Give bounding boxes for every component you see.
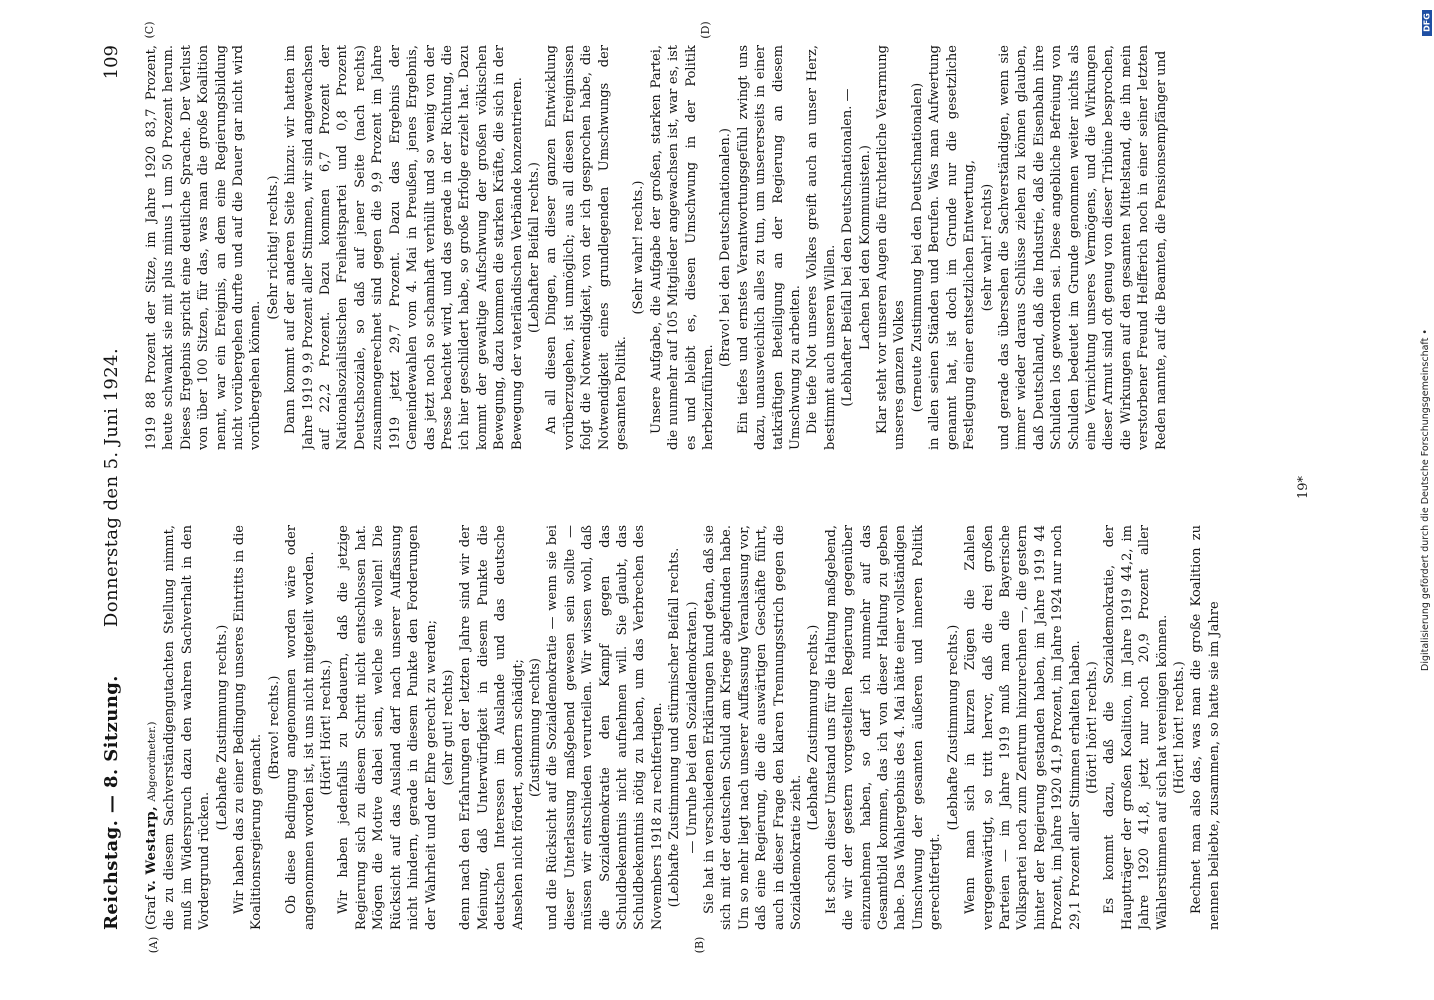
paragraph: An all diesen Dingen, an dieser ganzen Entwicklung vorüberzugehen, ist unmöglich; aus all diesen Ereignissen folgt die Notwendigkeit, von der ich gesprochen habe, die Notwendigkeit eines grundlegenden Umschwungs der gesamten Politik. xyxy=(544,45,629,450)
reaction: (sehr wahr! rechts) xyxy=(979,183,995,312)
reaction: (Hört! Hört! rechts.) xyxy=(319,659,335,796)
reaction: Lachen bei den Kommunisten.) xyxy=(857,145,873,350)
paragraph: Ist schon dieser Umstand uns für die Haltung maßgebend, die wir der gestern vorgestellten Regierung gegenüber einzunehmen haben, so darf ich nunmehr auf das Gesamtbild kommen, das ich von dieser Haltung zu geben habe. Das Wahlergebnis des 4. Mai hätte einer vollständigen Umschwung der gesamten äußeren und inneren Politik gerechtfertigt. xyxy=(823,525,944,930)
paragraph: Dann kommt auf der anderen Seite hinzu: wir hatten im Jahre 1919 9,9 Prozent aller Stimmen, wir sind angewachsen auf 22,2 Prozent. Dazu kommen 6,7 Prozent der Nationalsozialistischen Freiheitspartei und 0,8 Prozent Deutschsoziale, so daß auf jener Seite (nach rechts) zusammengerechnet sind gegen die 9,9 Prozent im Jahre 1919 jetzt 29,7 Prozent. Dazu das Ergebnis der Gemeindewahlen vom 4. Mai in Preußen, jenes Ergebnis, das jetzt noch so schamhaft verhüllt und so wenig von der Presse beachtet wird, und das gerade in der Richtung, die ich hier geschildert habe, so große Erfolge erzielt hat. Dazu kommt der gewaltige Aufschwung der großen völkischen Bewegung, dazu kommen die starken Kräfte, die sich in der Bewegung der vaterländischen Verbände konzentrieren. xyxy=(283,45,525,450)
speaker-prefix: (Graf xyxy=(144,895,159,930)
dfg-logo xyxy=(1422,10,1432,36)
reaction: (Hört! hört! rechts.) xyxy=(1084,661,1100,794)
signature-mark: 19* xyxy=(1296,475,1311,500)
watermark-strip xyxy=(1418,0,1434,1000)
dfg-logo-text: DFG xyxy=(1422,13,1432,32)
speaker-line xyxy=(143,525,161,930)
paragraph: denn nach den Erfahrungen der letzten Jahre sind wir der Meinung, daß Unterwürfigkeit in diesem Punkte die deutschen Interessen im Auslande und das deutsche Ansehen nicht fördert, sondern schädigt; xyxy=(458,525,526,930)
left-column xyxy=(143,525,1293,930)
paragraph: Unsere Aufgabe, die Aufgabe der großen, starken Partei, die nunmehr auf 105 Mitglieder angewachsen ist, war es, ist es und bleibt es, diesen Umschwung in der Politik herbeizuführen. xyxy=(648,45,716,450)
page-number: 109 xyxy=(101,45,122,80)
header-session: Reichstag. — 8. Sitzung. xyxy=(101,675,122,930)
right-column xyxy=(143,45,1293,450)
reaction: (Hört! hört! rechts.) xyxy=(1171,661,1187,794)
paragraph: Sie hat in verschiedenen Erklärungen kund getan, daß sie sich mit der deutschen Schuld am Kriege abgefunden habe. Um so mehr liegt nach unserer Auffassung Veranlassung vor, daß eine Regierung, die die auswärtigen Geschäfte führt, auch in dieser Frage den klaren Trennungsstrich gegen die Sozialdemokratie zieht. xyxy=(702,525,805,930)
paragraph: 1919 88 Prozent der Sitze, im Jahre 1920 83,7 Prozent, heute schwankt sie mit plus minus 1 um 50 Prozent herum. Dieses Ergebnis spricht eine deutliche Sprache. Der Verlust von über 100 Sitzen, für das, was man die große Koalition nennt, war ein Ereignis, an dem eine Regierungsbildung nicht vorübergehen durfte und auf die Dauer gar nicht wird vorübergehen können. xyxy=(144,45,264,450)
reaction: — Unruhe bei den Sozialdemokraten.) xyxy=(684,601,700,854)
watermark-text: Digitalisierung gefördert durch die Deutsche Forschungsgemeinschaft xyxy=(1420,337,1431,671)
reaction: (Lebhafte Zustimmung rechts.) xyxy=(806,624,822,831)
paragraph: Die tiefe Not unseres Volkes greift auch an unser Herz, bestimmt auch unseren Willen. xyxy=(805,45,838,450)
reaction: (Bravo! bei den Deutschnationalen.) xyxy=(718,128,734,367)
watermark-separator: • xyxy=(1420,329,1431,335)
margin-marker-d: (D) xyxy=(699,21,712,39)
reaction: (sehr gut! rechts) xyxy=(440,669,456,786)
reaction: (Sehr richtig! rechts.) xyxy=(265,175,281,320)
paragraph: Wenn man sich in kurzen Zügen die Zahlen vergegenwärtigt, so tritt hervor, daß die drei großen Parteien — im Jahre 1919 muß man die Bayerische Volkspartei noch zum Zentrum hinzurechnen —, die gestern hinter der Regierung gestanden haben, im Jahre 1919 44 Prozent, im Jahre 1920 41,9 Prozent, im Jahre 1924 nur noch 29,1 Prozent aller Stimmen erhalten haben. xyxy=(963,525,1083,930)
paragraph: Rechnet man also das, was man die große Koalition zu nennen beliebte, zusammen, so hatte sie im Jahre xyxy=(1189,525,1222,930)
scanned-page xyxy=(95,21,1320,954)
paragraph: Wir haben das zu einer Bedingung unseres Eintritts in die Koalitionsregierung gemacht. xyxy=(232,525,265,930)
paragraph: und gerade das übersehen die Sachverständigen, wenn sie immer wieder daraus Schlüsse ziehen zu können glauben, daß Deutschland, daß die Industrie, daß die Eisenbahn ihre Schulden los geworden sei. Diese angebliche Befreiung von Schulden bedeutet im Grunde genommen weiter nichts als eine Vernichtung unseres Vermögens, und die Wirkungen dieser Armut sind oft genug von dieser Tribüne besprochen, die Wirkungen auf den gesamten Mittelstand, die ihn mein verstorbener Freund Helfferich noch in einer seiner letzten Reden nannte, auf die Beamten, die Pensionsempfänger und xyxy=(996,45,1169,450)
paragraph: Ein tiefes und ernstes Verantwortungsgefühl zwingt uns dazu, unausweichlich alles zu tun, um unsererseits in einer tatkräftigen Beteiligung an der Regierung an diesem Umschwung zu arbeiten. xyxy=(735,45,804,450)
paragraph: in allen seinen Ständen und Berufen. Was man Aufwertung genannt hat, ist doch im Grunde nur die gesetzliche Festlegung einer entsetzlichen Entwertung, xyxy=(927,45,978,450)
speaker-name: v. Westarp, xyxy=(144,805,159,892)
reaction: (Lebhafter Beifall bei den Deutschnationalen. — xyxy=(840,88,856,407)
reaction: (Bravo! rechts.) xyxy=(266,675,282,780)
reaction: (Sehr wahr! rechts.) xyxy=(631,180,647,315)
header-date: Donnerstag den 5. Juni 1924. xyxy=(101,347,122,628)
paragraph: Ob diese Bedingung angenommen worden wäre oder angenommen worden ist, ist uns nicht mitgeteilt worden. xyxy=(284,525,317,930)
reaction: (Lebhafte Zustimmung rechts.) xyxy=(214,624,230,831)
reaction: (Lebhafte Zustimmung und stürmischer Beifall rechts. xyxy=(667,547,683,908)
reaction: (Lebhafter Beifall rechts.) xyxy=(526,162,542,333)
paragraph: Klar steht vor unseren Augen die fürchterliche Verarmung unseres ganzen Volkes xyxy=(875,45,908,450)
margin-marker-b: (B) xyxy=(693,936,706,954)
reaction: (erneute Zustimmung bei den Deutschnationalen) xyxy=(909,82,925,413)
speaker-role: Abgeordneter.) xyxy=(146,721,158,802)
paragraph: und die Rücksicht auf die Sozialdemokratie — wenn sie bei dieser Unterlassung maßgebend gewesen sein sollte — müssen wir entschieden verurteilen. Wir wissen wohl, daß die Sozialdemokratie den Kampf gegen das Schuldbekenntnis nicht aufnehmen will. Sie glaubt, das Schuldbekenntnis nötig zu haben, um das Verbrechen des Novembers 1918 zu rechtfertigen. xyxy=(545,525,665,930)
paragraph: die zu diesem Sachverständigengutachten Stellung nimmt, muß im Widerspruch dazu den wahren Sachverhalt in den Vordergrund rücken. xyxy=(162,525,213,930)
reaction: (Zustimmung rechts) xyxy=(527,658,543,797)
margin-marker-a: (A) xyxy=(147,936,160,954)
page-header xyxy=(95,45,129,930)
paragraph: Es kommt dazu, daß die Sozialdemokratie, der Hauptträger der großen Koalition, im Jahre 1919 44,2, im Jahre 1920 41,8, jetzt nur noch 20,9 Prozent aller Wählerstimmen auf sich hat vereinigen können. xyxy=(1102,525,1170,930)
watermark-line xyxy=(1418,0,1434,1000)
paragraph: Wir haben jedenfalls zu bedauern, daß die jetzige Regierung sich zu diesem Schritt nicht entschlossen hat. Mögen die Motive dabei sein, welche sie wollen! Die Rücksicht auf das Ausland darf nach unserer Auffassung nicht hindern, gerade in diesem Punkte den Forderungen der Wahrheit und der Ehre gerecht zu werden; xyxy=(336,525,439,930)
margin-marker-c: (C) xyxy=(143,21,156,39)
reaction: (Lebhafte Zustimmung rechts.) xyxy=(945,624,961,831)
